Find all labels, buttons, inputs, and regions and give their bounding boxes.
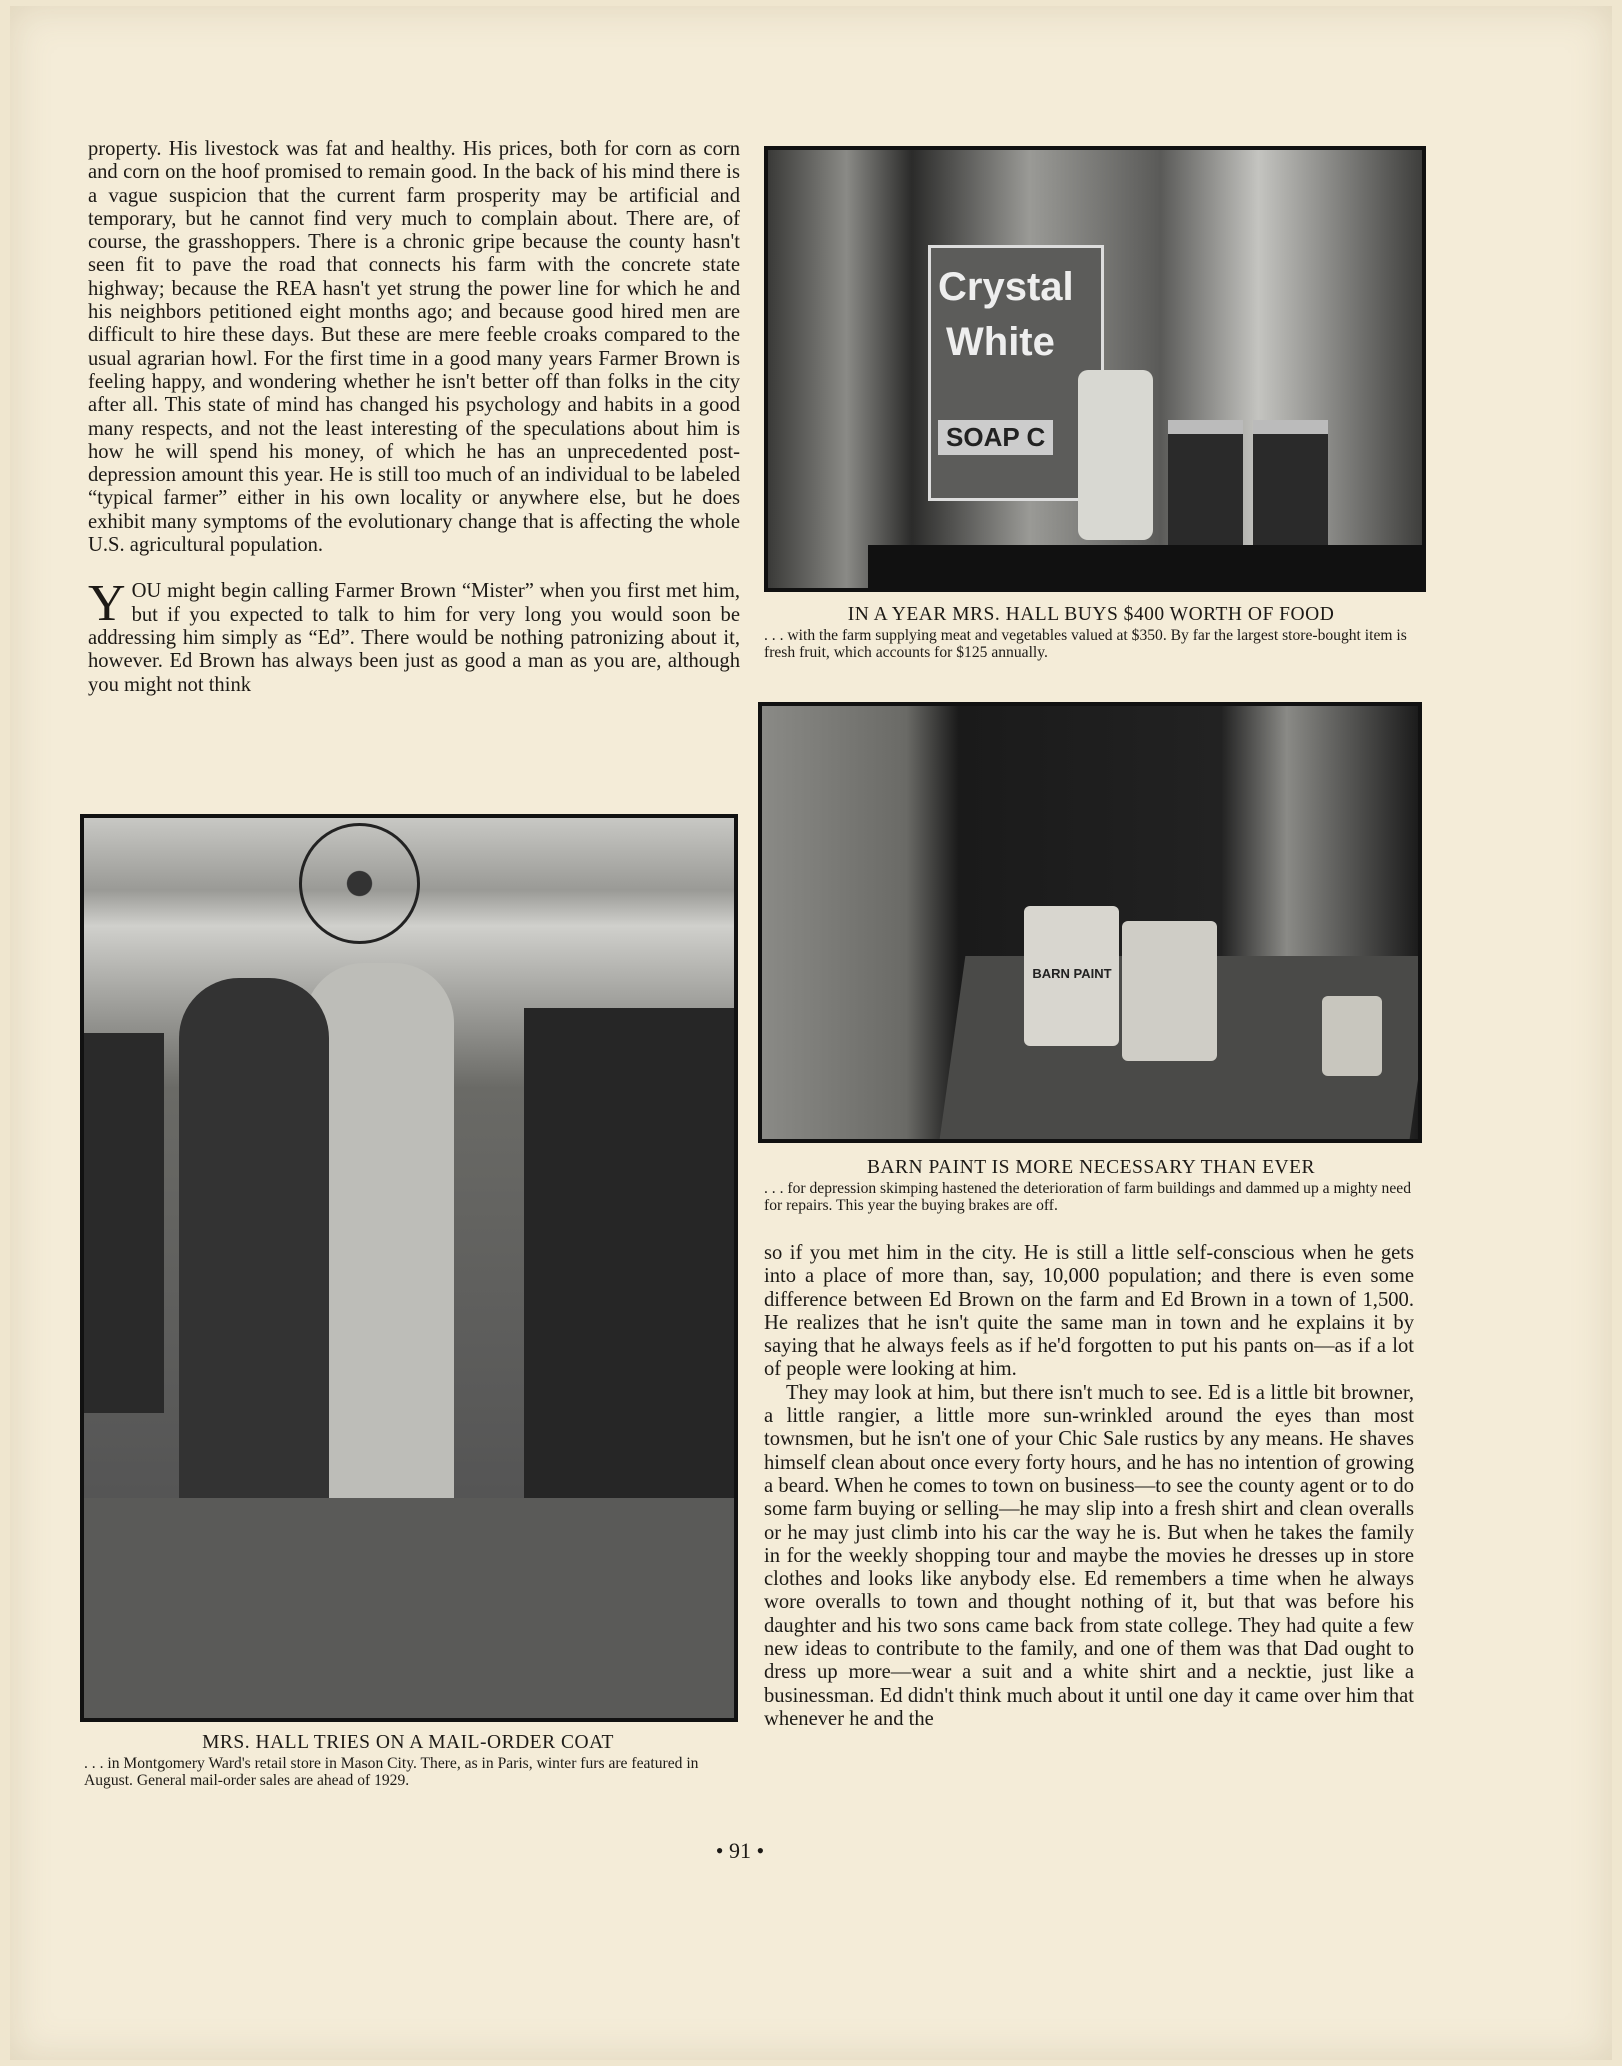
- floor: [84, 1498, 734, 1718]
- right-text-column: [764, 1242, 1414, 1731]
- caption-groceries: [764, 603, 1418, 661]
- paragraph-text: OU might begin calling Farmer Brown “Mister” when you first met him, but if you expected to talk to him for very long you would soon be addressing him simply as “Ed”. There would be nothing patronizing about it, however. Ed Brown has always been just as good a man as you are, although you might not think: [88, 580, 740, 696]
- drop-cap: Y: [88, 575, 126, 633]
- soap-box-text: Crystal: [938, 265, 1074, 309]
- soap-box-text: White: [946, 320, 1055, 364]
- caption-text: . . . with the farm supplying meat and vegetables valued at $350. By far the largest store-bought item is fresh fruit, which accounts for $125 annually.: [764, 627, 1407, 661]
- dress-rack: [84, 1033, 164, 1413]
- caption-text: . . . for depression skimping hastened the deterioration of farm buildings and dammed up a mighty need for repairs. This year the buying brakes are off.: [764, 1180, 1411, 1214]
- counter: [868, 545, 1426, 590]
- body-paragraph: [88, 575, 740, 696]
- jar: [1078, 370, 1153, 540]
- photo-groceries: [764, 146, 1426, 592]
- can: [1168, 420, 1243, 554]
- page-number: • 91 •: [715, 1838, 765, 1863]
- photo-mail-order-coat: [80, 814, 738, 1722]
- paint-can: [1322, 996, 1382, 1076]
- left-text-column: [88, 138, 740, 697]
- caption-barn-paint: [764, 1156, 1418, 1214]
- paint-can: [1122, 921, 1217, 1061]
- caption-text: . . . in Montgomery Ward's retail store in Mason City. There, as in Paris, winter furs are featured in August. General mail-order sales are ahead of 1929.: [84, 1755, 699, 1789]
- caption-heading: MRS. HALL TRIES ON A MAIL-ORDER COAT: [202, 1732, 614, 1753]
- soap-box-text: SOAP C: [938, 420, 1053, 455]
- caption-heading: BARN PAINT IS MORE NECESSARY THAN EVER: [866, 1157, 1316, 1178]
- woman-clerk: [179, 978, 329, 1578]
- paint-can-label: BARN PAINT: [1032, 966, 1112, 981]
- ceiling-fan: [299, 823, 420, 944]
- can: [1253, 420, 1328, 554]
- body-paragraph: so if you met him in the city. He is still a little self-conscious when he gets into a place of more than, say, 10,000 population; and there is even some difference between Ed Brown on the farm and Ed Brown in a town of 1,500. He realizes that he isn't quite the same man in town and he explains it by saying that he always feels as if he'd forgotten to put his pants on—as if a lot of people were looking at him.: [764, 1242, 1414, 1381]
- caption-heading: IN A YEAR MRS. HALL BUYS $400 WORTH OF FOOD: [847, 604, 1335, 625]
- photo-barn-paint: [758, 702, 1422, 1143]
- caption-mail-order-coat: [84, 1731, 732, 1789]
- body-paragraph: property. His livestock was fat and healthy. His prices, both for corn as corn and corn on the hoof promised to remain good. In the back of his mind there is a vague suspicion that the current farm prosperity may be artificial and temporary, but he cannot find very much to complain about. There are, of course, the grasshoppers. There is a chronic gripe because the county hasn't seen fit to pave the road that connects his farm with the concrete state highway; because the REA hasn't yet strung the power line for which he and his neighbors petitioned eight months ago; and because good hired men are difficult to hire these days. But these are mere feeble croaks compared to the usual agrarian howl. For the first time in a good many years Farmer Brown is feeling happy, and wondering whether he isn't better off than folks in the city after all. This state of mind has changed his psychology and habits in a good many respects, and not the least interesting of the speculations about him is how he will spend his money, of which he has an unprecedented post-depression amount this year. He is still too much of an individual to be labeled “typical farmer” either in his own locality or anywhere else, but he does exhibit many symptoms of the evolutionary change that is affecting the whole U.S. agricultural population.: [88, 138, 740, 557]
- body-paragraph: They may look at him, but there isn't much to see. Ed is a little bit browner, a little rangier, a little more sun-wrinkled around the eyes than most townsmen, but he isn't one of your Chic Sale rustics by any means. He shaves himself clean about once every forty hours, and he has no intention of growing a beard. When he comes to town on business—to see the county agent or to do some farm buying or selling—he may slip into a fresh shirt and clean overalls or he may just climb into his car the way he is. But when he takes the family in for the weekly shopping tour and maybe the movies he dresses up in store clothes and looks like anybody else. Ed remembers a time when he always wore overalls to town and thought nothing of it, but that was before his daughter and his two sons came back from state college. They had quite a few new ideas to contribute to the family, and one of them was that Dad ought to dress up more—wear a suit and a white shirt and a necktie, just like a businessman. Ed didn't think much about it until one day it came over him that whenever he and the: [764, 1381, 1414, 1730]
